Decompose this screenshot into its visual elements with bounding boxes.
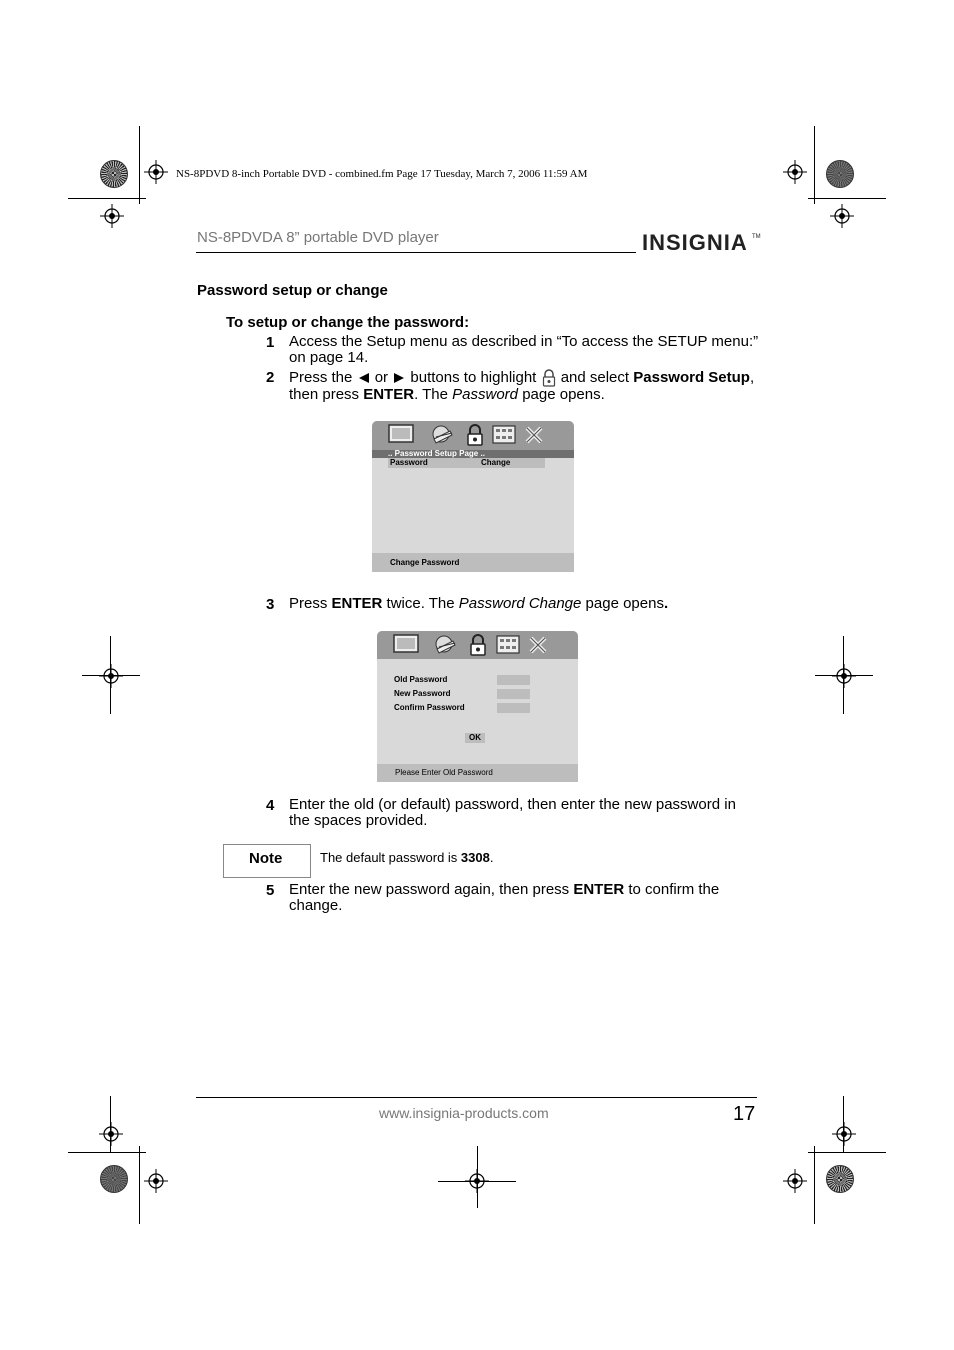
note-label: Note <box>249 850 283 867</box>
new-password-label: New Password <box>394 689 451 698</box>
exit-x-icon <box>528 635 548 655</box>
step-number: 3 <box>266 596 275 613</box>
footer-url[interactable]: www.insignia-products.com <box>379 1105 549 1121</box>
step-text: Access the Setup menu as described in “To access the SETUP menu:” on page 14. <box>289 333 759 366</box>
registration-dial-icon <box>826 1165 854 1193</box>
ok-button[interactable]: OK <box>465 733 485 743</box>
page-number: 17 <box>733 1103 756 1125</box>
audio-setup-icon <box>433 633 459 657</box>
old-password-label: Old Password <box>394 675 448 684</box>
registration-dial-icon <box>100 160 128 188</box>
osd-screen-password-setup <box>372 421 574 572</box>
registration-mark-icon <box>99 1122 123 1146</box>
preference-grid-icon <box>492 425 516 445</box>
picture-setup-icon <box>393 634 421 656</box>
osd-row-value: Change <box>481 458 511 467</box>
step-text: Enter the old (or default) password, then enter the new password in the spaces provided. <box>289 796 736 829</box>
registration-dial-icon <box>826 160 854 188</box>
registration-mark-icon <box>144 160 168 184</box>
exit-x-icon <box>524 425 544 445</box>
brand-logo: INSIGNIA <box>642 230 748 255</box>
lock-icon <box>469 634 487 656</box>
registration-mark-icon <box>465 1169 489 1193</box>
step-number: 5 <box>266 882 275 899</box>
picture-setup-icon <box>388 424 416 446</box>
registration-mark-icon <box>832 664 856 688</box>
registration-mark-icon <box>144 1169 168 1193</box>
lock-icon <box>541 369 557 387</box>
step-text: Press the or buttons to highlight and select Password Setup, then press ENTER. The Password page opens. <box>289 368 755 403</box>
osd-breadcrumb: .. Password Setup Page .. <box>372 450 574 458</box>
right-arrow-icon <box>392 373 406 383</box>
step-number: 1 <box>266 334 275 351</box>
osd-password-row <box>388 458 545 468</box>
registration-mark-icon <box>832 1122 856 1146</box>
audio-setup-icon <box>430 423 456 447</box>
step-number: 4 <box>266 797 275 814</box>
header-rule <box>196 252 636 253</box>
osd-status-bar: Change Password <box>372 553 574 572</box>
section-title: Password setup or change <box>197 282 388 299</box>
file-info: NS-8PDVD 8-inch Portable DVD - combined.fm Page 17 Tuesday, March 7, 2006 11:59 AM <box>176 168 588 180</box>
osd-screen-password-change <box>377 631 578 782</box>
left-arrow-icon <box>357 373 371 383</box>
registration-mark-icon <box>830 204 854 228</box>
header-title: NS-8PDVDA 8” portable DVD player <box>197 229 439 246</box>
old-password-field[interactable] <box>497 675 530 685</box>
registration-mark-icon <box>100 204 124 228</box>
confirm-password-label: Confirm Password <box>394 703 465 712</box>
lock-icon <box>466 424 484 446</box>
registration-mark-icon <box>783 160 807 184</box>
registration-dial-icon <box>100 1165 128 1193</box>
logo-trademark: TM <box>752 234 761 240</box>
step-text: Press ENTER twice. The Password Change page opens. <box>289 595 669 612</box>
note-text: The default password is 3308. <box>320 850 494 865</box>
step-text: Enter the new password again, then press ENTER to confirm the change. <box>289 881 720 914</box>
registration-mark-icon <box>99 664 123 688</box>
step-number: 2 <box>266 369 275 386</box>
osd-status-bar: Please Enter Old Password <box>377 764 578 782</box>
confirm-password-field[interactable] <box>497 703 530 713</box>
registration-mark-icon <box>783 1169 807 1193</box>
subsection-title: To setup or change the password: <box>226 314 470 331</box>
new-password-field[interactable] <box>497 689 530 699</box>
default-password: 3308 <box>460 850 490 865</box>
preference-grid-icon <box>496 635 520 655</box>
osd-row-label: Password <box>390 458 428 467</box>
footer-rule <box>196 1097 757 1098</box>
